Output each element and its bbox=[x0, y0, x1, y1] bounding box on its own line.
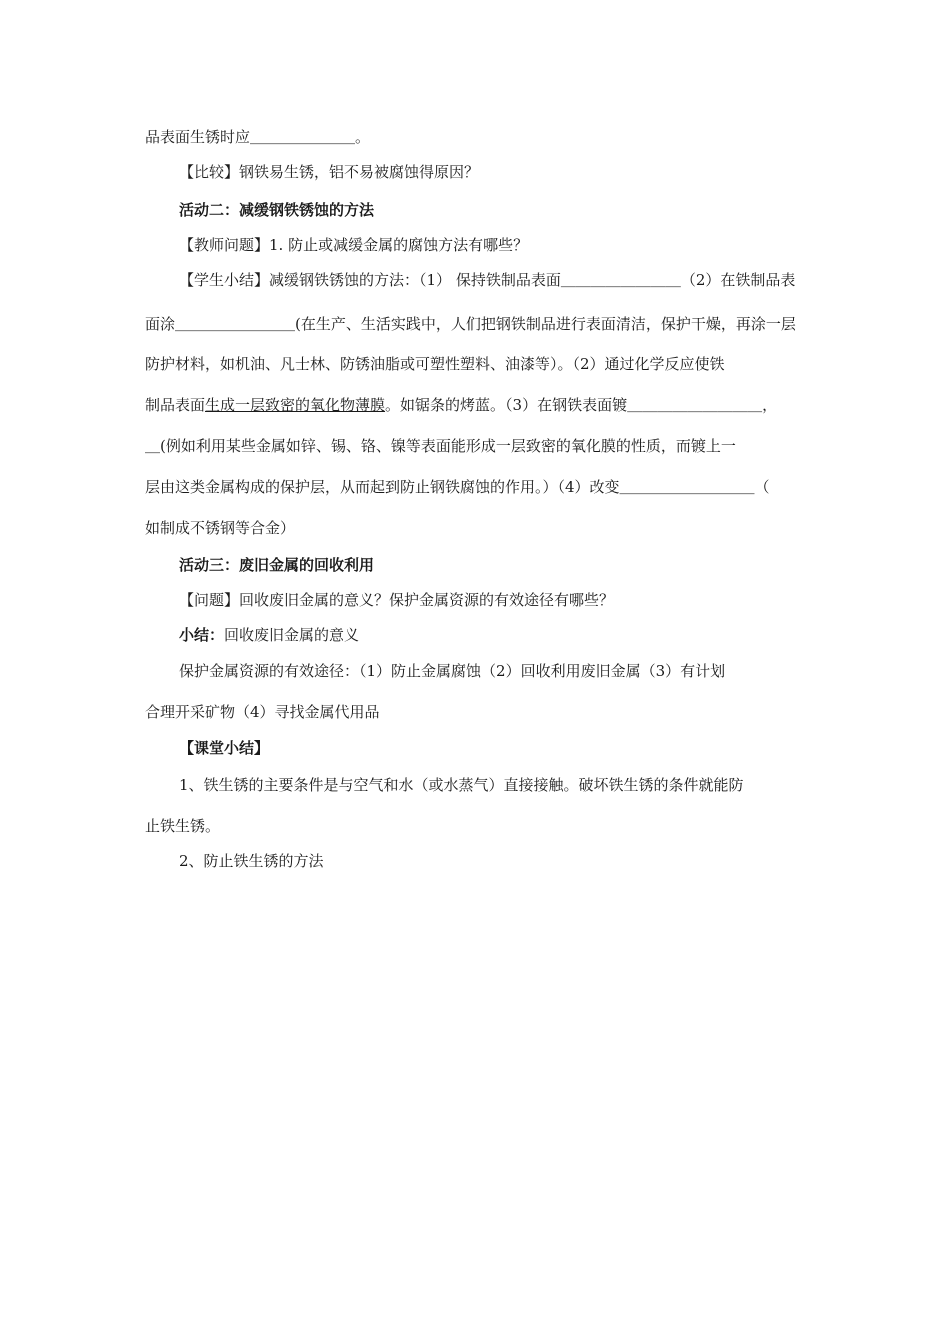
text-line: 面涂＿＿＿＿＿＿＿＿(在生产、生活实践中，人们把钢铁制品进行表面清洁，保护干燥，再涂一层 bbox=[145, 315, 796, 333]
text-line: 层由这类金属构成的保护层，从而起到防止钢铁腐蚀的作用。）（4）改变＿＿＿＿＿＿＿＿＿（ bbox=[145, 478, 770, 496]
text-line: ＿(例如利用某些金属如锌、锡、铬、镍等表面能形成一层致密的氧化膜的性质，而镀上一 bbox=[145, 437, 736, 455]
text-line: 如制成不锈钢等合金） bbox=[145, 519, 296, 537]
text-line: 保护金属资源的有效途径：（1）防止金属腐蚀（2）回收利用废旧金属（3）有计划 bbox=[179, 662, 726, 680]
text-line: 【教师问题】1. 防止或减缓金属的腐蚀方法有哪些？ bbox=[179, 236, 529, 254]
text-line: 止铁生锈。 bbox=[145, 817, 221, 835]
section-heading: 活动三：废旧金属的回收利用 bbox=[179, 556, 375, 574]
underlined-text: 生成一层致密的氧化物薄膜 bbox=[205, 396, 386, 414]
text-segment: 回收废旧金属的意义 bbox=[224, 626, 360, 644]
text-line: 【学生小结】减缓钢铁锈蚀的方法：（1） 保持铁制品表面＿＿＿＿＿＿＿＿（2）在铁制品表 bbox=[179, 271, 796, 289]
text-line: 1、铁生锈的主要条件是与空气和水（或水蒸气）直接接触。破坏铁生锈的条件就能防 bbox=[179, 776, 744, 794]
text-segment: 制品表面 bbox=[145, 396, 206, 414]
text-line: 2、防止铁生锈的方法 bbox=[179, 852, 324, 870]
text-line: 合理开采矿物（4）寻找金属代用品 bbox=[145, 703, 380, 721]
text-line: 【问题】回收废旧金属的意义？保护金属资源的有效途径有哪些？ bbox=[179, 591, 615, 609]
text-line: 【比较】钢铁易生锈，铝不易被腐蚀得原因？ bbox=[179, 163, 480, 181]
text-line: 防护材料，如机油、凡士林、防锈油脂或可塑性塑料、油漆等）。（2）通过化学反应使铁 bbox=[145, 355, 725, 373]
summary-label: 小结： bbox=[179, 626, 225, 644]
text-line bbox=[145, 395, 810, 415]
text-segment: 。如锯条的烤蓝。（3）在钢铁表面镀＿＿＿＿＿＿＿＿＿， bbox=[385, 396, 778, 414]
section-heading: 【课堂小结】 bbox=[179, 739, 270, 757]
text-line: 品表面生锈时应＿＿＿＿＿＿＿。 bbox=[145, 128, 371, 146]
text-line bbox=[179, 625, 810, 645]
section-heading: 活动二：减缓钢铁锈蚀的方法 bbox=[179, 201, 375, 219]
